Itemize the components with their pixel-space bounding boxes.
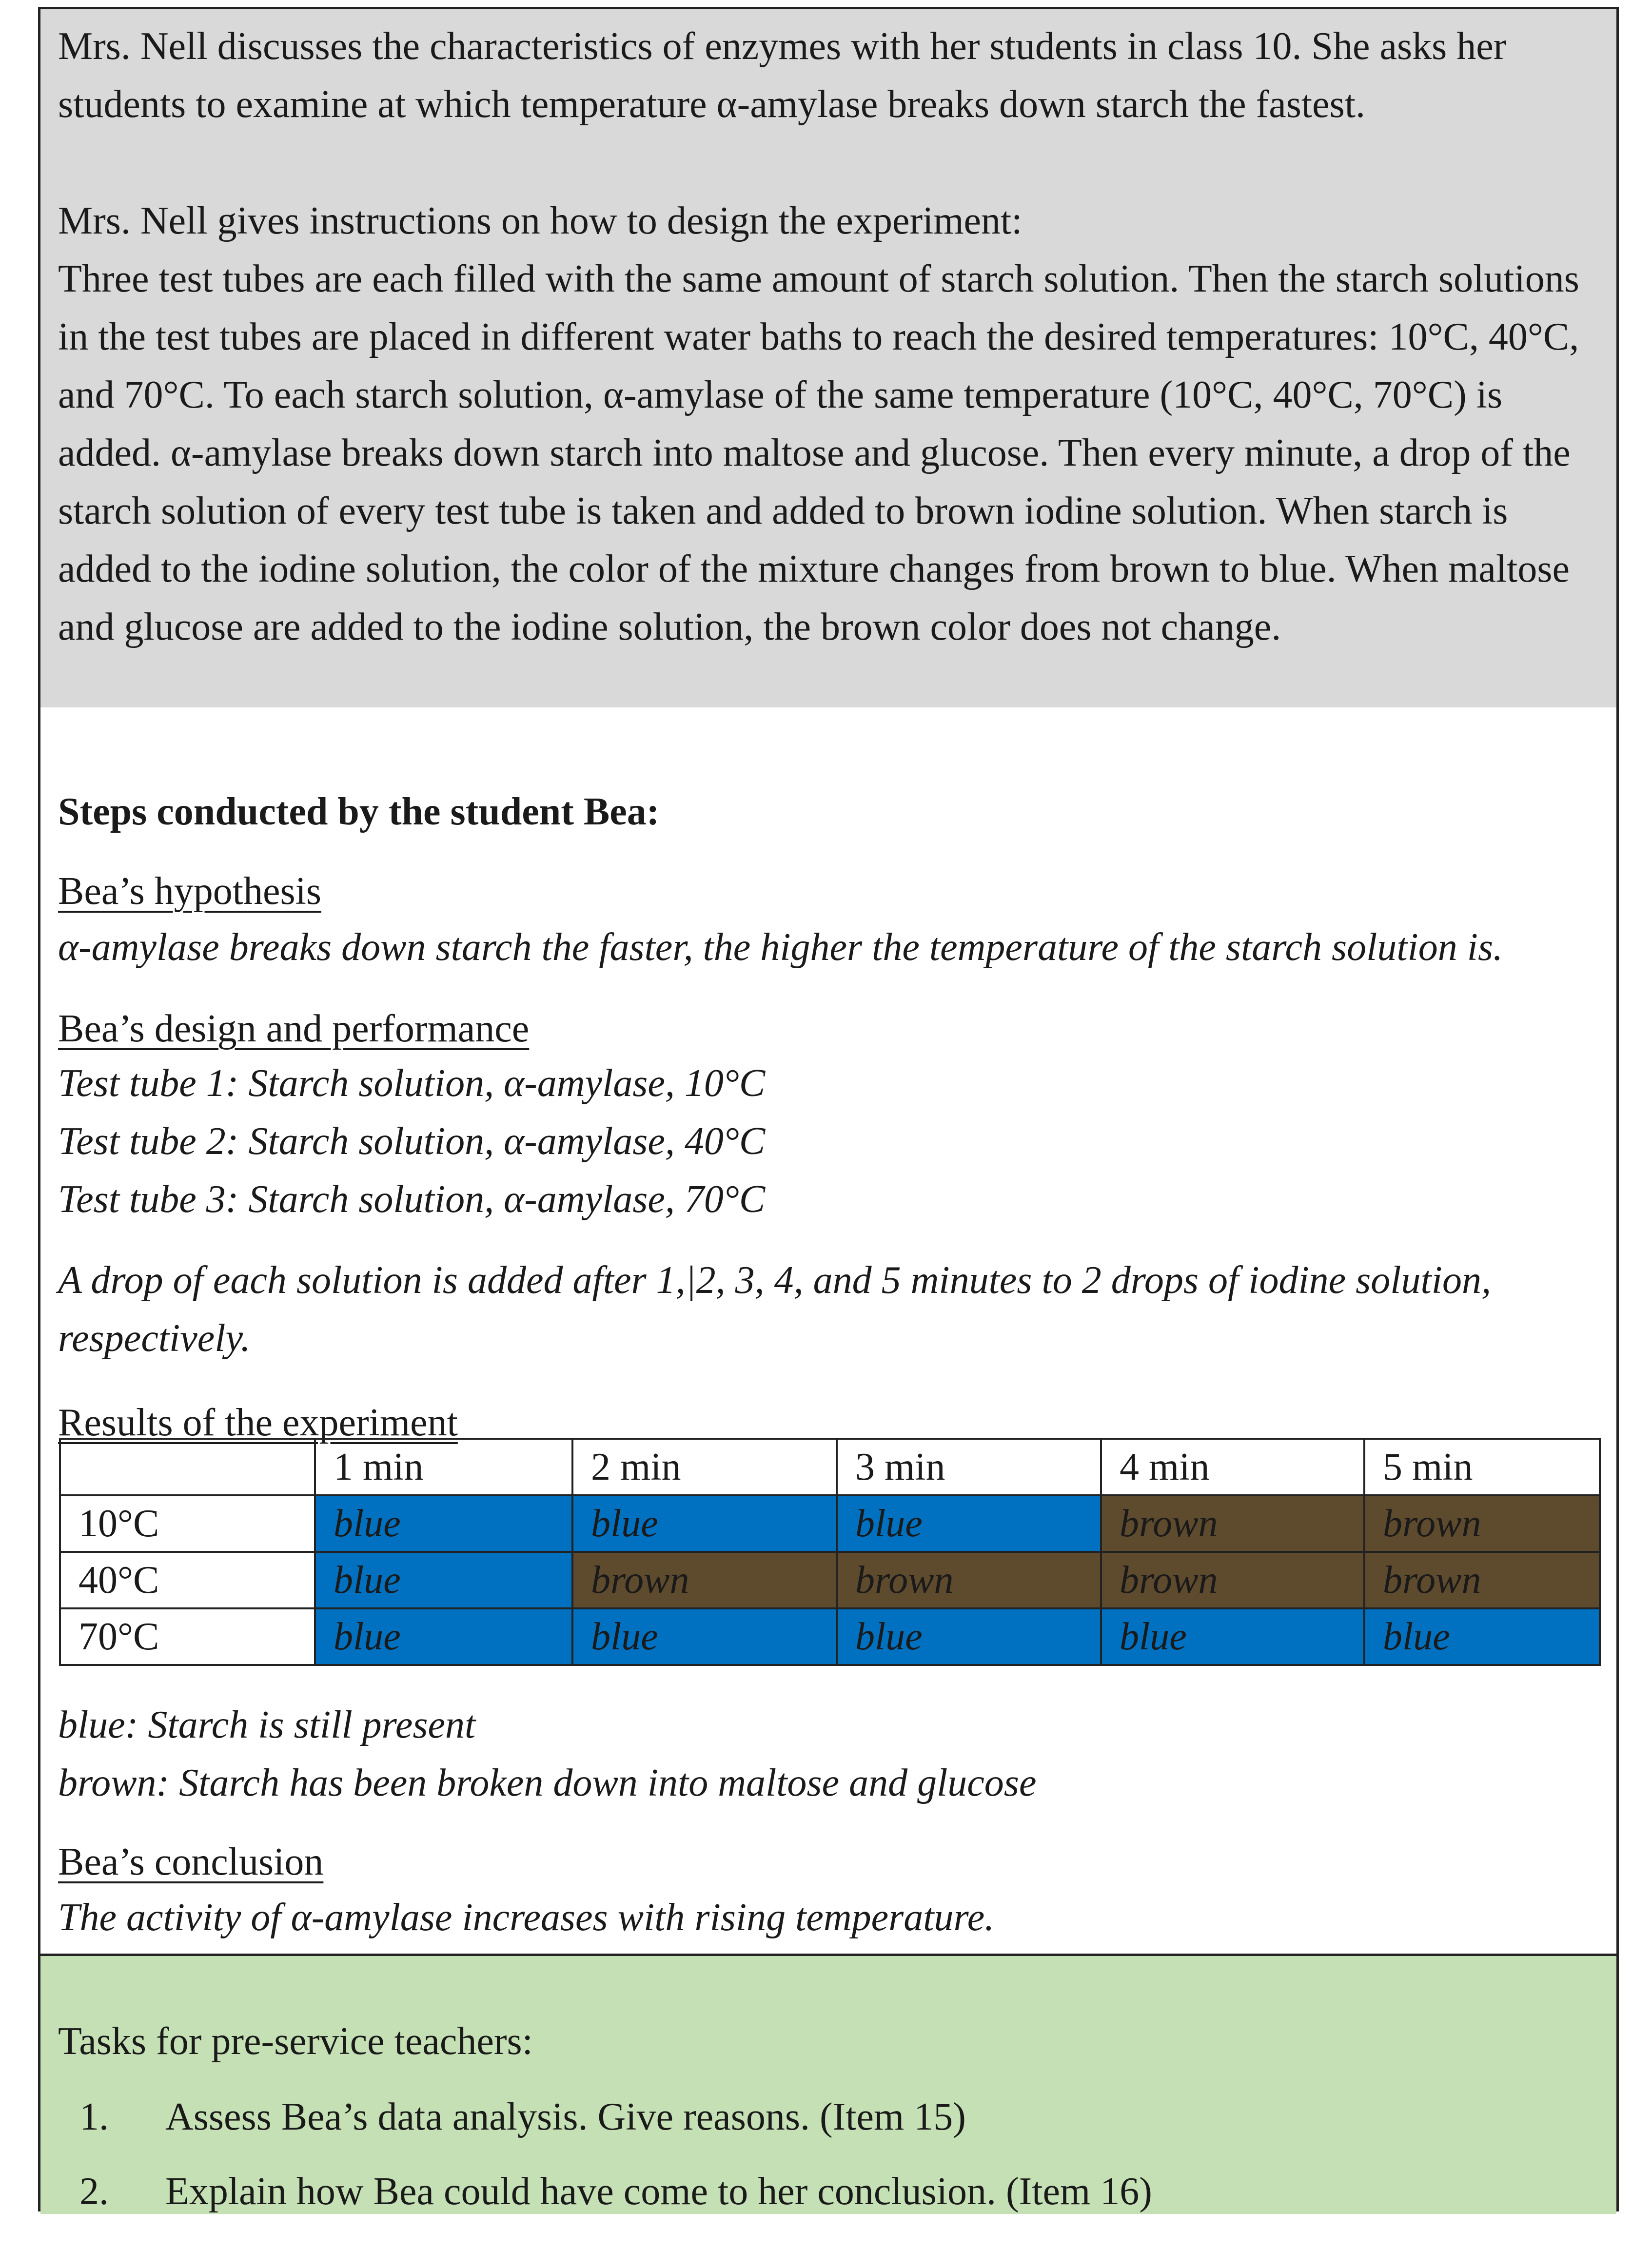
result-cell: blue: [572, 1495, 837, 1552]
steps-heading: Steps conducted by the student Bea:: [58, 790, 660, 833]
table-row: [60, 1608, 1600, 1665]
task-text: Assess Bea’s data analysis. Give reasons. (Item 15): [165, 2095, 966, 2138]
column-header: 4 min: [1101, 1439, 1364, 1495]
row-header: 10°C: [60, 1495, 315, 1552]
intro-paragraph-1: Mrs. Nell discusses the characteristics of enzymes with her students in class 10. She asks her students to examine at which temperature α-amylase breaks down starch the fastest.: [58, 25, 1507, 126]
hypothesis-text: α-amylase breaks down starch the faster, the higher the temperature of the starch solution is.: [58, 926, 1503, 969]
result-cell: brown: [1364, 1495, 1600, 1552]
row-header: 70°C: [60, 1608, 315, 1665]
result-cell: brown: [837, 1552, 1101, 1608]
column-header: 3 min: [837, 1439, 1101, 1495]
drop-procedure-text: A drop of each solution is added after 1,|2, 3, 4, and 5 minutes to 2 drops of iodine solution, respectively.: [58, 1259, 1491, 1360]
table-row: [60, 1495, 1600, 1552]
task-item: [79, 2167, 1152, 2216]
test-tube-3: Test tube 3: Starch solution, α-amylase, 70°C: [58, 1178, 766, 1221]
table-row: [60, 1552, 1600, 1608]
result-cell: brown: [1101, 1552, 1364, 1608]
instructions-lead: Mrs. Nell gives instructions on how to design the experiment:: [58, 199, 1023, 242]
task-text: Explain how Bea could have come to her conclusion. (Item 16): [165, 2170, 1152, 2213]
result-cell: blue: [315, 1608, 572, 1665]
conclusion-title: Bea’s conclusion: [58, 1840, 324, 1883]
column-header: 1 min: [315, 1439, 572, 1495]
legend-blue: blue: Starch is still present: [58, 1703, 476, 1746]
result-cell: brown: [1364, 1552, 1600, 1608]
legend-brown: brown: Starch has been broken down into maltose and glucose: [58, 1761, 1037, 1804]
table-header-row: [60, 1439, 1600, 1495]
table-corner-cell: [60, 1439, 315, 1495]
tasks-title: Tasks for pre-service teachers:: [58, 2020, 533, 2063]
column-header: 2 min: [572, 1439, 837, 1495]
result-cell: blue: [1101, 1608, 1364, 1665]
column-header: 5 min: [1364, 1439, 1600, 1495]
task-item: [79, 2093, 966, 2141]
results-title: Results of the experiment: [58, 1401, 458, 1444]
results-table: [59, 1438, 1601, 1666]
document-frame: [38, 7, 1619, 2211]
result-cell: blue: [837, 1608, 1101, 1665]
result-cell: brown: [572, 1552, 837, 1608]
instructions-body: Three test tubes are each filled with the same amount of starch solution. Then the starch solutions in the test tubes are placed in different water baths to reach the desired temperatures: 10°C, 40°C, and 70°C. To each starch solution, α-amylase of the same temperature (10°C, 40°C, 70°C) is added. α-amylase breaks down starch into maltose and glucose. Then every minute, a drop of the starch solution of every test tube is taken and added to brown iodine solution. When starch is added to the iodine solution, the color of the mixture changes from brown to blue. When maltose and glucose are added to the iodine solution, the brown color does not change.: [58, 257, 1579, 648]
hypothesis-title: Bea’s hypothesis: [58, 870, 321, 913]
row-header: 40°C: [60, 1552, 315, 1608]
result-cell: blue: [315, 1552, 572, 1608]
conclusion-text: The activity of α-amylase increases with rising temperature.: [58, 1896, 995, 1939]
result-cell: blue: [837, 1495, 1101, 1552]
intro-section: [40, 9, 1616, 707]
tasks-section: [40, 1954, 1616, 2214]
test-tube-1: Test tube 1: Starch solution, α-amylase, 10°C: [58, 1062, 766, 1105]
result-cell: blue: [315, 1495, 572, 1552]
task-number: 2.: [79, 2170, 109, 2213]
result-cell: brown: [1101, 1495, 1364, 1552]
result-cell: blue: [1364, 1608, 1600, 1665]
design-title: Bea’s design and performance: [58, 1007, 530, 1050]
intro-paragraph-2: [58, 192, 1599, 656]
task-number: 1.: [79, 2095, 109, 2138]
result-cell: blue: [572, 1608, 837, 1665]
test-tube-2: Test tube 2: Starch solution, α-amylase, 40°C: [58, 1120, 766, 1163]
